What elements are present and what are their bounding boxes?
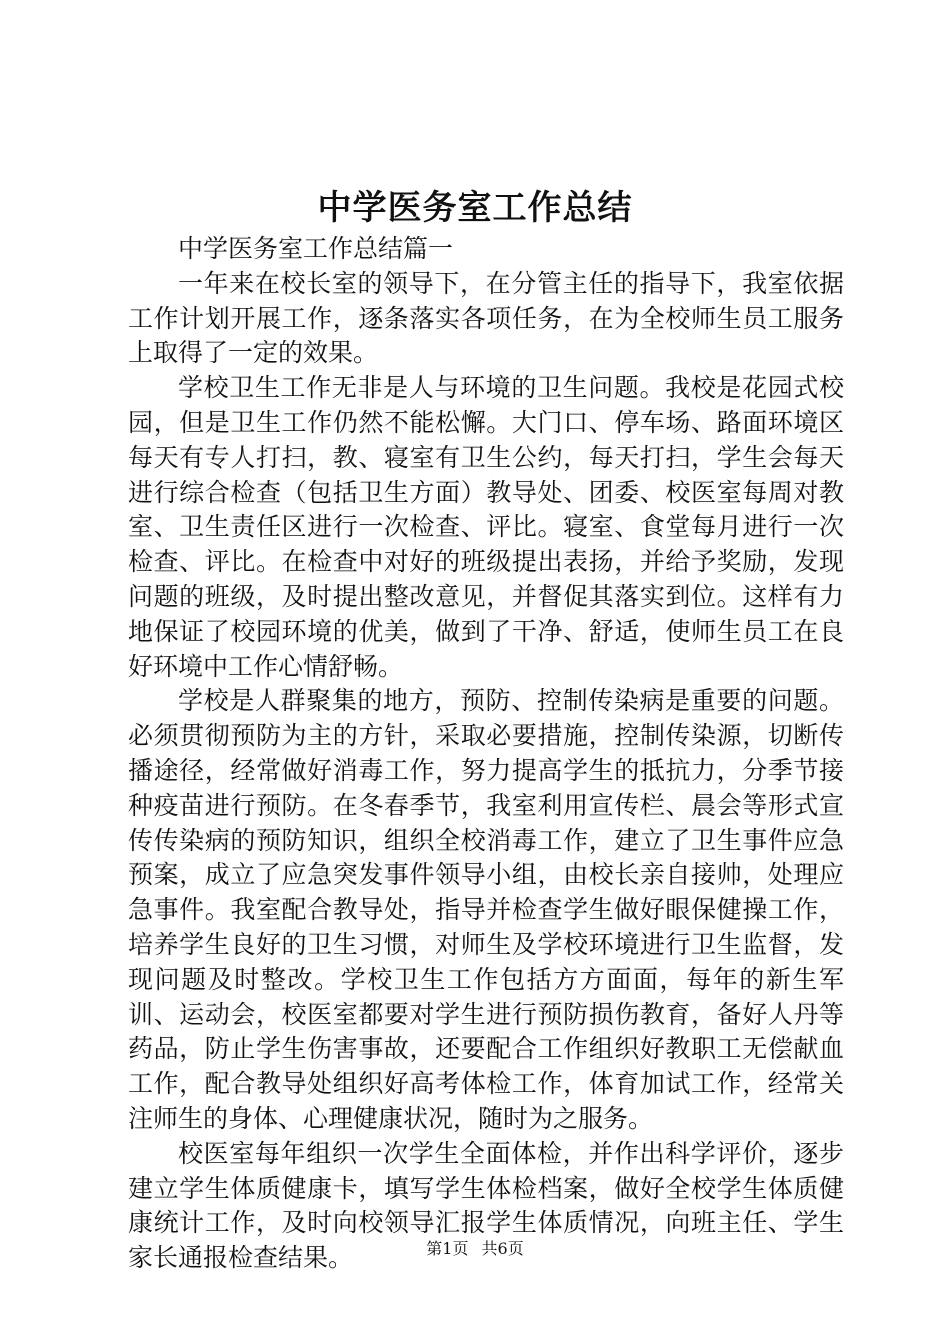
section-heading: 中学医务室工作总结篇一 <box>178 234 454 263</box>
paragraph-disease-prevention: 学校是人群聚集的地方，预防、控制传染病是重要的问题。必须贯彻预防为主的方针，采取必要措施，控制传染源，切断传播途径，经常做好消毒工作，努力提高学生的抵抗力，分季节接种疫苗进行预防。在冬春季节，我室利用宣传栏、晨会等形式宣传传染病的预防知识，组织全校消毒工作，建立了卫生事件应急预案，成立了应急突发事件领导小组，由校长亲自接帅，处理应急事件。我室配合教导处，指导并检查学生做好眼保健操工作，培养学生良好的卫生习惯，对师生及学校环境进行卫生监督，发现问题及时整改。学校卫生工作包括方方面面，每年的新生军训、运动会，校医室都要对学生进行预防损伤教育，备好人丹等药品，防止学生伤害事故，还要配合工作组织好教职工无偿献血工作，配合教导处组织好高考体检工作，体育加试工作，经常关注师生的身体、心理健康状况，随时为之服务。 <box>128 686 844 1133</box>
paragraph-health-check: 校医室每年组织一次学生全面体检，并作出科学评价，逐步建立学生体质健康卡，填写学生体检档案，做好全校学生体质健康统计工作，及时向校领导汇报学生体质情况，向班主任、学生家长通报检查结果。 <box>128 1138 844 1273</box>
page-footer <box>0 1238 950 1260</box>
paragraph-intro: 一年来在校长室的领导下，在分管主任的指导下，我室依据工作计划开展工作，逐条落实各项任务，在为全校师生员工服务上取得了一定的效果。 <box>128 268 844 368</box>
page-total: 共6页 <box>481 1239 524 1258</box>
paragraph-hygiene: 学校卫生工作无非是人与环境的卫生问题。我校是花园式校园，但是卫生工作仍然不能松懈。大门口、停车场、路面环境区每天有专人打扫，教、寝室有卫生公约，每天打扫，学生会每天进行综合检查（包括卫生方面）教导处、团委、校医室每周对教室、卫生责任区进行一次检查、评比。寝室、食堂每月进行一次检查、评比。在检查中对好的班级提出表扬，并给予奖励，发现问题的班级，及时提出整改意见，并督促其落实到位。这样有力地保证了校园环境的优美，做到了干净、舒适，使师生员工在良好环境中工作心情舒畅。 <box>128 373 844 681</box>
document-body <box>128 232 844 1276</box>
page-number: 第1页 <box>426 1239 469 1258</box>
document-title: 中学医务室工作总结 <box>317 188 633 228</box>
